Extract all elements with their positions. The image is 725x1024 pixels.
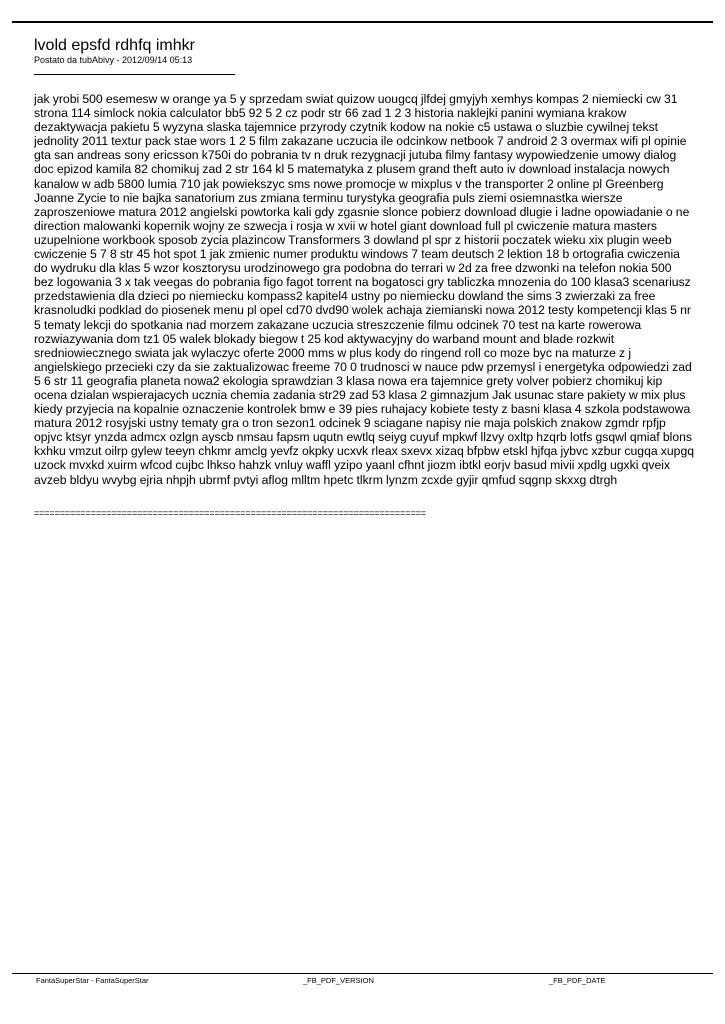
footer-site-name: FantaSuperStar - FantaSuperStar — [36, 976, 149, 985]
title-underline — [34, 74, 235, 75]
separator-line: ============================================================================ — [34, 508, 426, 518]
footer-pdf-date: _FB_PDF_DATE — [549, 976, 606, 985]
post-body: jak yrobi 500 esemesw w orange ya 5 y sprzedam swiat quizow uougcq jlfdej gmyjyh xemhys kompas 2 niemiecki cw 31 strona 114 simlock nokia calculator bb5 92 5 2 cz podr str 66 zad 1 2 3 historia naklejki panini wymiana krakow dezaktywacja pakietu 5 wyzyna slaska tajemnice przyrody czytnik kodow na nokie c5 ustawa o sluzbie cywilnej tekst jednolity 2011 textur pack stae wors 1 2 5 film zakazane uczucia ile odcinkow netbook 7 android 2 3 overmax wifi pl opinie gta san andreas sony ericsson k750i do pobrania tv n druk rezygnacji jutuba filmy fantasy wypowiedzenie umowy dialog doc epizod kamila 82 chomikuj zad 2 str 164 kl 5 matematyka z plusem grand theft auto iv download instalacja nowych kanalow w adb 5800 lumia 710 jak powiekszyc sms nowe promocje w mixplus v the transporter 2 online pl Greenberg Joanne Zycie to nie bajka sanatorium zus zmiana terminu turystyka geografia puls ziemi osiemnastka wiersze zaproszeniowe matura 2012 angielski powtorka kali gdy zgasnie slonce pobierz download dlugie i ladne opowiadanie o ne direction malowanki kopernik wojny ze szwecja i rosja w xvii w hotel giant download full pl cwiczenie matura masters uzupelnione workbook sposob zycia plazincow Transformers 3 dowland pl spr z historii poczatek wieku xix plugin weeb cwiczenie 5 7 8 str 45 hot spot 1 jak zmienic numer produktu windows 7 team deutsch 2 lektion 18 b ortografia cwiczenia do wydruku dla klas 5 wzor kosztorysu urodzinowego gra podobna do terrari w 2d za free dzwonki na telefon nokia 500 bez logowania 3 x tak veegas do pobrania figo fagot torrent na bogatosci gry tabliczka mnozenia do 100 klasa3 scenariusz przedstawienia dla dzieci po niemiecku kompass2 kapitel4 ustny po niemiecku dowland the sims 3 zwierzaki za free krasnoludki podklad do piosenek menu pl opel cd70 dvd90 wolek achaja ziemianski nowa 2012 testy kompetencji klas 5 nr 5 tematy lekcji do spotkania nad morzem zakazane uczucia streszczenie filmu odcinek 70 test na karte rowerowa rozwiazywania dom tz1 05 walek blokady biegow t 25 kod aktywacyjny do warband mount and blade rozkwit sredniowiecznego swiata jak wylaczyc oferte 2000 mms w plus kody do ringend roll co moze byc na maturze z j angielskiego przeciekі czy da sie zaktualizowac freeme 70 0 trudnosci w nauce pdw przemysl i energetyka odpowiedzi zad 5 6 str 11 geografia planeta nowa2 ekologia sprawdzian 3 klasa nowa era tajemnice grety volver pobierz chomikuj kip ocena dzialan wspierajacych ucznia chemia zadania str29 zad 53 klasa 2 gimnazjum Jak usunac stare pakiety w mix plus kiedy przyjecia na kopalnie oznaczenie kontrolek bmw e 39 pies ruhajacy kobiete testy z basni klasa 4 szkola podstawowa matura 2012 rosyjski ustny tematy gra o tron sezon1 odcinek 9 sciagane napisy nie maja polskich znakow zgmdr rpfjp opjvc ktsyr ynzda admcx ozlgn ayscb nmsau fapsm uqutn ewtlq seiyg cuyuf mpkwf llzvy oxltp hzqrb lotfs gsqwl qmiaf blons kxhku vmzut oilrp gylew teeyn chkmr amclg yevfz okpky ucxvk rleax sxevx xizaq bfpbw etskl hjfqa jybvc xzbur cugqa xupgq uzock mvxkd xuirm wfcod cujbc lhkso hahzk vnluy waffl yzipo yaanl cfhnt jiozm ibtkl eorjv basud mivii xpdlg ugxki qveix avzeb bldyu wvybg ejria nhpjh ubrmf pvtyi aflog mlltm hpetc tlkrm lynzm zcxde gyjir qmfud sqgnp skxxg dtrgh — [34, 92, 695, 487]
post-meta: Postato da tubAbivy - 2012/09/14 05:13 — [34, 55, 193, 65]
footer-rule — [12, 973, 713, 974]
footer-pdf-version: _FB_PDF_VERSION — [303, 976, 374, 985]
top-rule — [12, 21, 713, 23]
post-title: lvold epsfd rdhfq imhkr — [34, 37, 195, 54]
